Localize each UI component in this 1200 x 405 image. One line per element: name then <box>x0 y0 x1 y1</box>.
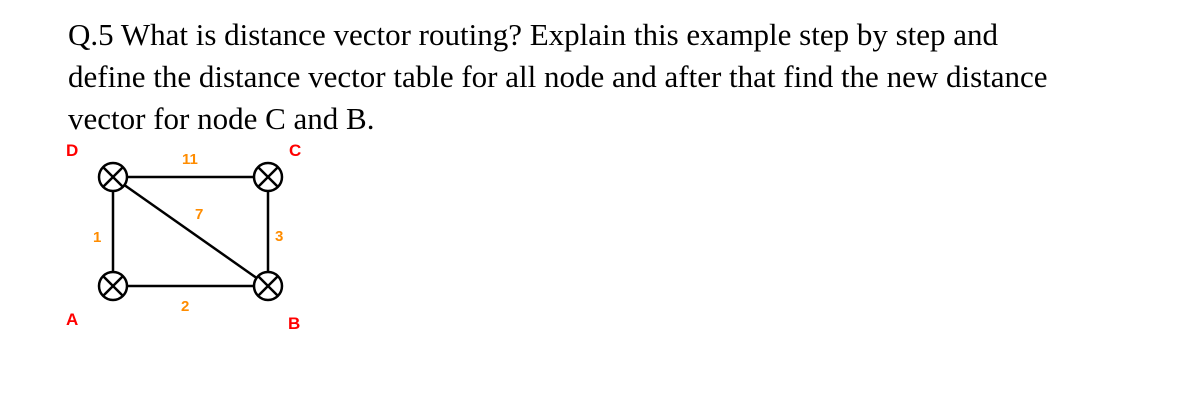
weight-label-D-B: 7 <box>195 206 204 223</box>
router-cross-circle-icon <box>99 163 127 191</box>
router-node-B <box>254 272 282 300</box>
router-cross-circle-icon <box>99 272 127 300</box>
weight-label-A-B: 2 <box>181 298 190 315</box>
question-line-2: define the distance vector table for all node and after that find the new distance <box>68 59 1048 94</box>
weight-label-D-C: 11 <box>182 151 198 168</box>
question-line-3: vector for node C and B. <box>68 101 375 136</box>
weight-label-D-A: 1 <box>93 229 102 246</box>
router-node-A <box>99 272 127 300</box>
node-label-B: B <box>288 314 301 333</box>
node-label-C: C <box>289 141 302 160</box>
router-node-C <box>254 163 282 191</box>
node-label-A: A <box>66 310 79 329</box>
router-cross-circle-icon <box>254 163 282 191</box>
weight-label-C-B: 3 <box>275 228 284 245</box>
router-node-D <box>99 163 127 191</box>
node-label-D: D <box>66 141 79 160</box>
question-line-1: Q.5 What is distance vector routing? Explain this example step by step and <box>68 17 999 52</box>
router-cross-circle-icon <box>254 272 282 300</box>
link-D-B <box>113 177 268 286</box>
